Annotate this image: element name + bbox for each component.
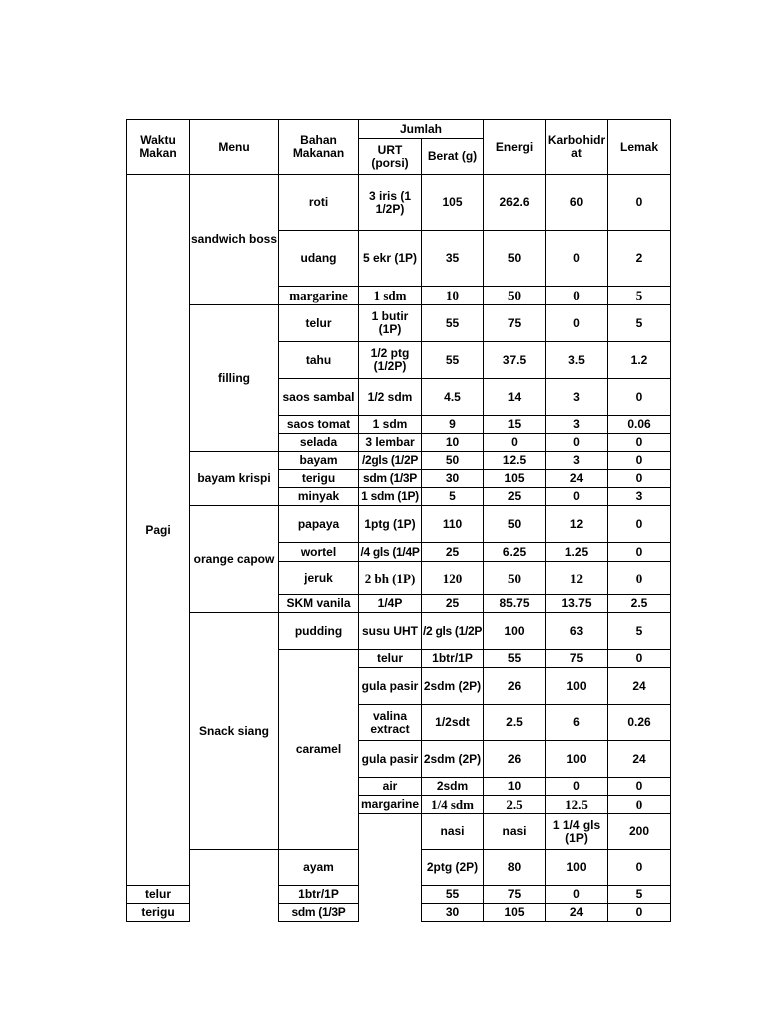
cell-urt: 2sdm (2P) xyxy=(422,741,484,778)
cell-karbohidrat: 24 xyxy=(608,668,671,705)
col-header-bahan-makanan: Bahan Makanan xyxy=(279,120,359,175)
cell-karbohidrat: 13.75 xyxy=(546,595,608,613)
cell-berat: 55 xyxy=(484,650,546,668)
cell-berat: 10 xyxy=(484,778,546,796)
cell-energi: 12.5 xyxy=(546,796,608,814)
cell-berat: 10 xyxy=(422,434,484,452)
cell-energi: 0 xyxy=(484,434,546,452)
cell-lemak: 0 xyxy=(608,452,671,470)
cell-karbohidrat: 24 xyxy=(608,741,671,778)
cell-lemak: 2 xyxy=(608,231,671,287)
cell-lemak: 0 xyxy=(608,175,671,231)
cell-urt: /4 gls (1/4P xyxy=(359,543,422,562)
cell-lemak: 3 xyxy=(608,488,671,506)
col-header-energi: Energi xyxy=(484,120,546,175)
cell-urt: 1 1/4 gls (1P) xyxy=(546,814,608,850)
cell-energi: 75 xyxy=(484,886,546,904)
cell-berat: 80 xyxy=(484,850,546,886)
cell-karbohidrat: 0 xyxy=(546,287,608,305)
col-header-menu: Menu xyxy=(190,120,279,175)
cell-berat: 4.5 xyxy=(422,379,484,416)
cell-bahan: nasi xyxy=(484,814,546,850)
cell-berat: 26 xyxy=(484,668,546,705)
cell-urt: 3 lembar xyxy=(359,434,422,452)
cell-karbohidrat: 12 xyxy=(546,562,608,595)
cell-urt: 1/4 sdm xyxy=(422,796,484,814)
cell-bahan: margarine xyxy=(279,287,359,305)
cell-energi: 6.25 xyxy=(484,543,546,562)
cell-energi: 50 xyxy=(484,506,546,543)
cell-urt: /2gls (1/2P xyxy=(359,452,422,470)
cell-urt: 1/2 sdm xyxy=(359,379,422,416)
cell-lemak: 0 xyxy=(608,470,671,488)
cell-urt: 3 iris (1 1/2P) xyxy=(359,175,422,231)
cell-berat: 25 xyxy=(422,595,484,613)
cell-karbohidrat: 12 xyxy=(546,506,608,543)
cell-karbohidrat: 3 xyxy=(546,452,608,470)
cell-bahan: selada xyxy=(279,434,359,452)
cell-energi: 50 xyxy=(484,287,546,305)
cell-energi: 105 xyxy=(484,470,546,488)
cell-bahan: saos sambal xyxy=(279,379,359,416)
cell-bahan: minyak xyxy=(279,488,359,506)
header-row xyxy=(127,120,671,139)
cell-karbohidrat: 0 xyxy=(546,231,608,287)
cell-lemak: 0 xyxy=(608,904,671,922)
col-header-jumlah: Jumlah xyxy=(359,120,484,139)
cell-berat: 50 xyxy=(422,452,484,470)
menu-filling: filling xyxy=(190,305,279,452)
col-header-waktu-makan: Waktu Makan xyxy=(127,120,190,175)
cell-bahan: SKM vanila xyxy=(279,595,359,613)
cell-lemak: 0 xyxy=(608,379,671,416)
cell-bahan: roti xyxy=(279,175,359,231)
cell-urt: 2ptg (2P) xyxy=(422,850,484,886)
cell-urt: 1 butir (1P) xyxy=(359,305,422,342)
cell-energi: 262.6 xyxy=(484,175,546,231)
cell-energi: 37.5 xyxy=(484,342,546,379)
cell-energi: 50 xyxy=(484,231,546,287)
cell-lemak: 0 xyxy=(608,562,671,595)
cell-bahan: bayam xyxy=(279,452,359,470)
cell-urt: 1 sdm xyxy=(359,287,422,305)
cell-karbohidrat: 24 xyxy=(546,904,608,922)
cell-bahan: telur xyxy=(127,886,190,904)
table-row xyxy=(127,175,671,231)
cell-berat: 110 xyxy=(422,506,484,543)
cell-urt: 2sdm xyxy=(422,778,484,796)
cell-berat: 100 xyxy=(484,613,546,650)
cell-karbohidrat: 3 xyxy=(546,416,608,434)
cell-lemak: 0 xyxy=(608,543,671,562)
cell-bahan: papaya xyxy=(279,506,359,543)
cell-urt: 1btr/1P xyxy=(279,886,359,904)
cell-bahan: terigu xyxy=(279,470,359,488)
cell-karbohidrat: 60 xyxy=(546,175,608,231)
cell-bahan: jeruk xyxy=(279,562,359,595)
table-row xyxy=(127,305,671,342)
cell-urt: /2 gls (1/2P xyxy=(422,613,484,650)
cell-energi: 12.5 xyxy=(484,452,546,470)
col-header-urt: URT (porsi) xyxy=(359,139,422,175)
cell-berat: 55 xyxy=(422,886,484,904)
cell-energi: 0 xyxy=(546,778,608,796)
cell-bahan: tahu xyxy=(279,342,359,379)
cell-karbohidrat: 0 xyxy=(546,488,608,506)
cell-berat: 105 xyxy=(422,175,484,231)
cell-urt: 2sdm (2P) xyxy=(422,668,484,705)
group-empty xyxy=(359,814,422,922)
cell-karbohidrat: 0 xyxy=(546,434,608,452)
cell-bahan: telur xyxy=(359,650,422,668)
cell-urt: 1 sdm xyxy=(359,416,422,434)
cell-lemak: 0.06 xyxy=(608,416,671,434)
cell-lemak: 5 xyxy=(608,287,671,305)
cell-karbohidrat: 3.5 xyxy=(546,342,608,379)
menu-nasi: nasi xyxy=(422,814,484,850)
cell-bahan: valina extract xyxy=(359,705,422,741)
cell-lemak: 5 xyxy=(608,886,671,904)
cell-energi: 75 xyxy=(546,650,608,668)
cell-energi: 100 xyxy=(546,741,608,778)
cell-karbohidrat: 0 xyxy=(608,850,671,886)
table-row xyxy=(127,613,671,650)
cell-lemak: 5 xyxy=(608,305,671,342)
menu-caramel: caramel xyxy=(279,650,359,850)
cell-lemak: 0 xyxy=(608,434,671,452)
cell-urt: 1ptg (1P) xyxy=(359,506,422,543)
menu-orange-capow: orange capow xyxy=(190,506,279,613)
cell-bahan: udang xyxy=(279,231,359,287)
col-header-lemak: Lemak xyxy=(608,120,671,175)
cell-berat: 10 xyxy=(422,287,484,305)
menu-pudding: pudding xyxy=(279,613,359,650)
col-header-karbohidrat: Karbohidr at xyxy=(546,120,608,175)
cell-berat: 30 xyxy=(422,470,484,488)
cell-energi: 100 xyxy=(546,850,608,886)
menu-empty xyxy=(190,850,279,922)
cell-berat: 200 xyxy=(608,814,671,850)
group-snack-siang: Snack siang xyxy=(190,613,279,850)
cell-bahan: gula pasir xyxy=(359,741,422,778)
cell-energi: 100 xyxy=(546,668,608,705)
cell-karbohidrat: 1.25 xyxy=(546,543,608,562)
cell-karbohidrat: 24 xyxy=(546,470,608,488)
cell-berat: 2.5 xyxy=(484,796,546,814)
cell-energi: 6 xyxy=(546,705,608,741)
cell-bahan: air xyxy=(359,778,422,796)
cell-berat: 25 xyxy=(422,543,484,562)
cell-bahan: telur xyxy=(279,305,359,342)
cell-energi: 50 xyxy=(484,562,546,595)
menu-sandwich-boss: sandwich boss xyxy=(190,175,279,305)
cell-urt: 1/2sdt xyxy=(422,705,484,741)
cell-bahan: gula pasir xyxy=(359,668,422,705)
cell-berat: 26 xyxy=(484,741,546,778)
col-header-berat: Berat (g) xyxy=(422,139,484,175)
cell-energi: 105 xyxy=(484,904,546,922)
menu-bayam-krispi: bayam krispi xyxy=(190,452,279,506)
cell-urt: 1/2 ptg (1/2P) xyxy=(359,342,422,379)
cell-urt: 1btr/1P xyxy=(422,650,484,668)
cell-karbohidrat: 3 xyxy=(546,379,608,416)
cell-berat: 55 xyxy=(422,305,484,342)
cell-bahan: terigu xyxy=(127,904,190,922)
cell-karbohidrat: 0 xyxy=(546,886,608,904)
cell-urt: 2 bh (1P) xyxy=(359,562,422,595)
cell-berat: 55 xyxy=(422,342,484,379)
cell-energi: 85.75 xyxy=(484,595,546,613)
cell-urt: sdm (1/3P xyxy=(359,470,422,488)
cell-energi: 75 xyxy=(484,305,546,342)
cell-berat: 35 xyxy=(422,231,484,287)
cell-berat: 120 xyxy=(422,562,484,595)
cell-lemak: 2.5 xyxy=(608,595,671,613)
cell-bahan: margarine xyxy=(359,796,422,814)
cell-karbohidrat: 0.26 xyxy=(608,705,671,741)
nutrition-menu-table xyxy=(126,119,671,922)
cell-urt: 1/4P xyxy=(359,595,422,613)
cell-energi: 14 xyxy=(484,379,546,416)
group-pagi: Pagi xyxy=(127,175,190,886)
cell-urt: sdm (1/3P xyxy=(279,904,359,922)
cell-lemak: 0 xyxy=(608,506,671,543)
cell-bahan: ayam xyxy=(279,850,359,886)
cell-berat: 5 xyxy=(422,488,484,506)
cell-urt: 1 sdm (1P) xyxy=(359,488,422,506)
cell-karbohidrat: 0 xyxy=(608,778,671,796)
cell-karbohidrat: 5 xyxy=(608,613,671,650)
cell-karbohidrat: 0 xyxy=(608,650,671,668)
cell-berat: 2.5 xyxy=(484,705,546,741)
cell-karbohidrat: 0 xyxy=(608,796,671,814)
cell-energi: 15 xyxy=(484,416,546,434)
cell-karbohidrat: 0 xyxy=(546,305,608,342)
cell-bahan: saos tomat xyxy=(279,416,359,434)
cell-urt: 5 ekr (1P) xyxy=(359,231,422,287)
table-row xyxy=(127,452,671,470)
cell-bahan: susu UHT xyxy=(359,613,422,650)
cell-energi: 25 xyxy=(484,488,546,506)
cell-berat: 9 xyxy=(422,416,484,434)
cell-berat: 30 xyxy=(422,904,484,922)
cell-lemak: 1.2 xyxy=(608,342,671,379)
cell-energi: 63 xyxy=(546,613,608,650)
table-row xyxy=(127,506,671,543)
cell-bahan: wortel xyxy=(279,543,359,562)
